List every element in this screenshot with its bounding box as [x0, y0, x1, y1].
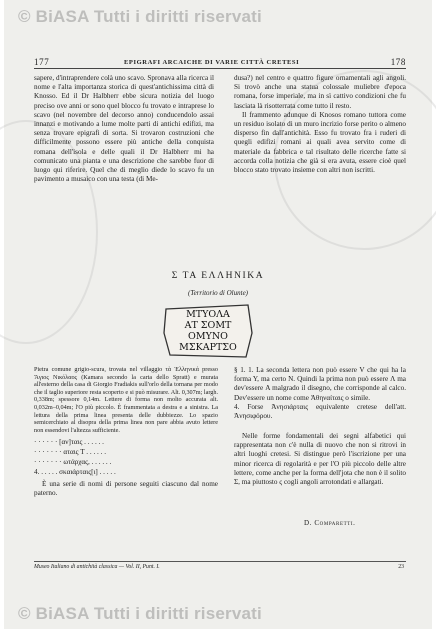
- commentary-notes: [234, 366, 406, 421]
- transcription-line: · · · · · · [αν]ταις . . . . . .: [34, 438, 104, 447]
- left-column-top: [34, 74, 214, 184]
- inscription-drawing: [162, 303, 254, 359]
- body-paragraph: Nelle forme fondamentali dei segni alfabetici qui rappresentata non c'è nulla di nuovo che non si ritrovi in altri luoghi cretesi. Si distingue però l'iscrizione per una minor ricerca di regolarità e per l'O più piccolo delle altre lettere, come anche per la forma dell'jota che non è il solito Σ, ma piuttosto ς cogli angoli arrotondati e allargati.: [234, 432, 406, 487]
- inscription-line: ΑΤ ΣΟΜΤ: [184, 320, 232, 331]
- description-paragraph: Pietra comune grigio-scura, trovata nel villaggio τὰ Ἑλληνικά presso Ἅγιος Νικόλαος (Kamara secondo la carta dello Spratt) e murata all'esterno della casa di Giorgio Fradiakis sull'orlo della tornana per modo che il taglio superiore resta scoperto e si può misurare. Alt. 0,307m; largh. 0,338m; spessore 0,14m. Lettere di forma non molto accurata alt. 0,032m–0,04m; l'O più piccolo. È frammentata a destra e a sinistra. La lettura della prima linea presenta delle dubbiezze. Lo spazio semicerchiato al disopra della prima linea non pare abbia avuto lettere non essendovi l'altezza sufficiente.: [34, 366, 218, 434]
- inscription-line: ΜΣΚΑΡΤΣΟ: [179, 342, 237, 353]
- body-paragraph: dusa?) nel centro e quattro figure ornamentali agli angoli. Si trovò anche una statua colossale muliebre d'epoca romana, forse imperiale, ma in sì cattivo condizioni che fu lasciata là risotterrata come tutto il resto.: [234, 74, 406, 110]
- transcription-line: · · · · · · · αταις Τ . . . . . .: [34, 448, 107, 457]
- right-column-top: [234, 74, 406, 175]
- journal-citation: Museo Italiano di antichità classica — Vol. II, Punt. I.: [34, 564, 160, 570]
- inscription-description: [34, 366, 218, 477]
- section-subtitle: (Territorio di Olunte): [187, 289, 249, 297]
- running-title: EPIGRAFI ARCAICHE DI VARIE CITTÀ CRETESI: [124, 59, 300, 66]
- sheet-number: 23: [398, 564, 404, 570]
- footer-rule: [34, 561, 406, 562]
- right-column-bottom: [234, 432, 406, 487]
- note-paragraph: § 1. 1. La seconda lettera non può essere V che qui ha la forma Y, ma certo Ν. Quindi la prima non può essere Λ ma dev'essere Α malgrado il disegno, che corrisponde al calco. Dev'essere un nome come Ἀθηναίταις o simile.: [234, 366, 406, 402]
- body-paragraph: È una serie di nomi di persone seguiti ciascuno dal nome paterno.: [34, 480, 218, 498]
- page-footer: [34, 564, 406, 570]
- copyright-watermark-bottom: © BiASA Tutti i diritti riservati: [18, 604, 262, 623]
- left-column-bottom: [34, 480, 218, 498]
- page-number-left: 177: [34, 57, 50, 67]
- inscription-line: ΟΜΥΝΟ: [188, 331, 228, 342]
- author-signature: D. Comparetti.: [304, 519, 356, 527]
- section-title: Σ ΤΑ ΕΛΛΗΝΙΚΑ: [171, 271, 265, 281]
- body-paragraph: sapere, d'intraprendere colà uno scavo. Spronava alla ricerca il nome e l'alta importanza storica di quest'antichissima città di Knosso. Ed il Dr Halbherr ebbe sicura notizia del luogo preciso ove anni or sono quel blocco fu trovato e intraprese lo scavo (nel novembre del decorso anno) conducendolo assai innanzi e motivando a lume molte parti di antichi edifizi, ma senza trovare epigrafi di sorta. Si trovaron costruzioni che difficilmente possono essere più antiche della conquista romana dell'isola e delle quali il Dr Halbherr mi ha comunicato una pianta e una descrizione che sarebbe fuor di luogo qui riferire. Quel che di meglio diede lo scavo fu un pavimento a musaico con una testa (di Me-: [34, 74, 214, 184]
- document-page: [4, 0, 432, 629]
- transcription-line: · · · · · · · ωτάρχας, . . . . . .: [34, 458, 112, 467]
- inscription-line: ΜΤΥΟΛΑ: [186, 309, 230, 320]
- note-paragraph: 4. Forse Ἀνησιάρταις equivalente cretese dell'att. Ἀνησιφόρου.: [234, 402, 406, 421]
- body-paragraph: Il frammento adunque di Knosos romano tuttora come un residuo isolato di un muro incrizio forse perito o almeno disperso fin dall'antichità. Esso fu trovato fra i ruderi di quegli edifizi romani ai quali avea servito come di materiale da fabbrica e tal risultato delle ricerche fatte si accorda colla notizia che già si era avuta, essere cioè quel blocco stato trovato insieme con altri non iscritti.: [234, 110, 406, 175]
- transcription-line: 4. . . . . . σκαιάρταις[ι] . . . . .: [34, 468, 116, 477]
- copyright-watermark-top: © BiASA Tutti i diritti riservati: [18, 7, 262, 26]
- transcription-block: [34, 437, 218, 477]
- page-number-right: 178: [390, 57, 406, 67]
- header-rule: [34, 68, 406, 69]
